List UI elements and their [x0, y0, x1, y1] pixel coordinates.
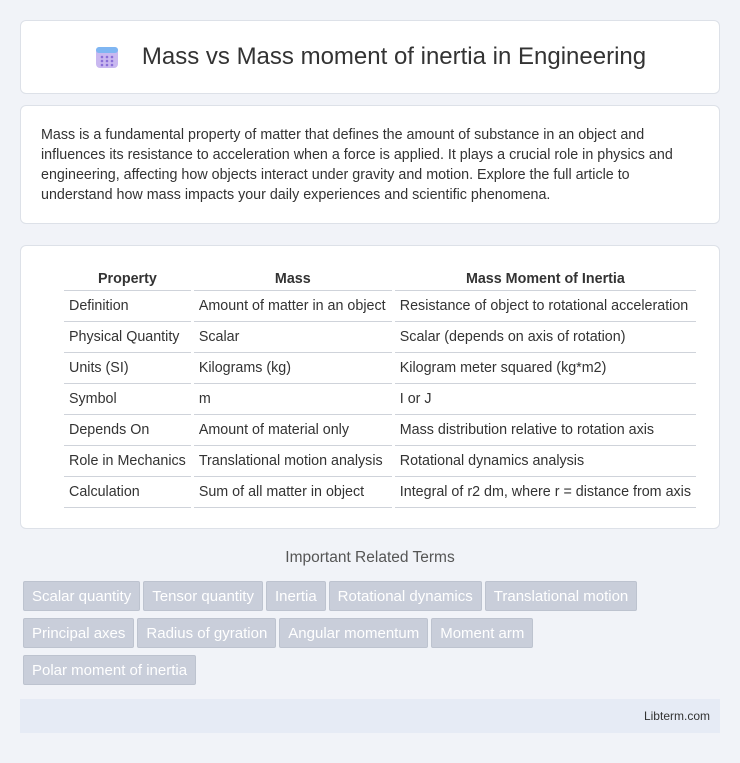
table-header-row: [64, 266, 696, 291]
table-cell: Translational motion analysis: [194, 446, 392, 477]
title-card: [20, 20, 720, 94]
comparison-table: [61, 266, 699, 508]
table-row: [64, 353, 696, 384]
table-cell: Definition: [64, 291, 191, 322]
table-cell: Depends On: [64, 415, 191, 446]
tag-rotational-dynamics[interactable]: Rotational dynamics: [329, 581, 482, 611]
table-cell: Symbol: [64, 384, 191, 415]
table-cell: Rotational dynamics analysis: [395, 446, 696, 477]
table-cell: Units (SI): [64, 353, 191, 384]
table-cell: Amount of material only: [194, 415, 392, 446]
table-cell: Mass distribution relative to rotation axis: [395, 415, 696, 446]
footer: [20, 699, 720, 733]
column-header: Mass: [194, 266, 392, 291]
intro-text: Mass is a fundamental property of matter that defines the amount of substance in an object and influences its resistance to acceleration when a force is applied. It plays a crucial role in physics and engineering, affecting how objects interact under gravity and motion. Explore the full article to understand how mass impacts your daily experiences and scientific phenomena.: [41, 127, 673, 203]
table-cell: m: [194, 384, 392, 415]
tag-inertia[interactable]: Inertia: [266, 581, 326, 611]
tag-scalar-quantity[interactable]: Scalar quantity: [23, 581, 140, 611]
related-terms-list: [23, 581, 723, 692]
table-row: [64, 384, 696, 415]
table-row: [64, 415, 696, 446]
table-cell: Sum of all matter in object: [194, 477, 392, 508]
tag-translational-motion[interactable]: Translational motion: [485, 581, 638, 611]
tag-principal-axes[interactable]: Principal axes: [23, 618, 134, 648]
footer-site-link[interactable]: Libterm.com: [643, 709, 710, 723]
table-cell: Calculation: [64, 477, 191, 508]
table-cell: Amount of matter in an object: [194, 291, 392, 322]
table-cell: I or J: [395, 384, 696, 415]
tag-polar-moment-of-inertia[interactable]: Polar moment of inertia: [23, 655, 196, 685]
tag-tensor-quantity[interactable]: Tensor quantity: [143, 581, 263, 611]
tag-radius-of-gyration[interactable]: Radius of gyration: [137, 618, 276, 648]
table-cell: Integral of r2 dm, where r = distance from axis: [395, 477, 696, 508]
page-title: Mass vs Mass moment of inertia in Engineering: [141, 43, 647, 70]
table-cell: Kilogram meter squared (kg*m2): [395, 353, 696, 384]
intro-card: [20, 105, 720, 224]
table-cell: Scalar: [194, 322, 392, 353]
table-cell: Kilograms (kg): [194, 353, 392, 384]
table-row: [64, 477, 696, 508]
table-row: [64, 322, 696, 353]
related-terms-title: Important Related Terms: [285, 549, 455, 566]
table-row: [64, 446, 696, 477]
table-cell: Role in Mechanics: [64, 446, 191, 477]
calendar-grid-icon: [94, 44, 120, 70]
table-cell: Resistance of object to rotational acceleration: [395, 291, 696, 322]
table-row: [64, 291, 696, 322]
tag-moment-arm[interactable]: Moment arm: [431, 618, 533, 648]
table-cell: Physical Quantity: [64, 322, 191, 353]
tag-angular-momentum[interactable]: Angular momentum: [279, 618, 428, 648]
column-header: Mass Moment of Inertia: [395, 266, 696, 291]
comparison-card: [20, 245, 720, 529]
column-header: Property: [64, 266, 191, 291]
table-cell: Scalar (depends on axis of rotation): [395, 322, 696, 353]
